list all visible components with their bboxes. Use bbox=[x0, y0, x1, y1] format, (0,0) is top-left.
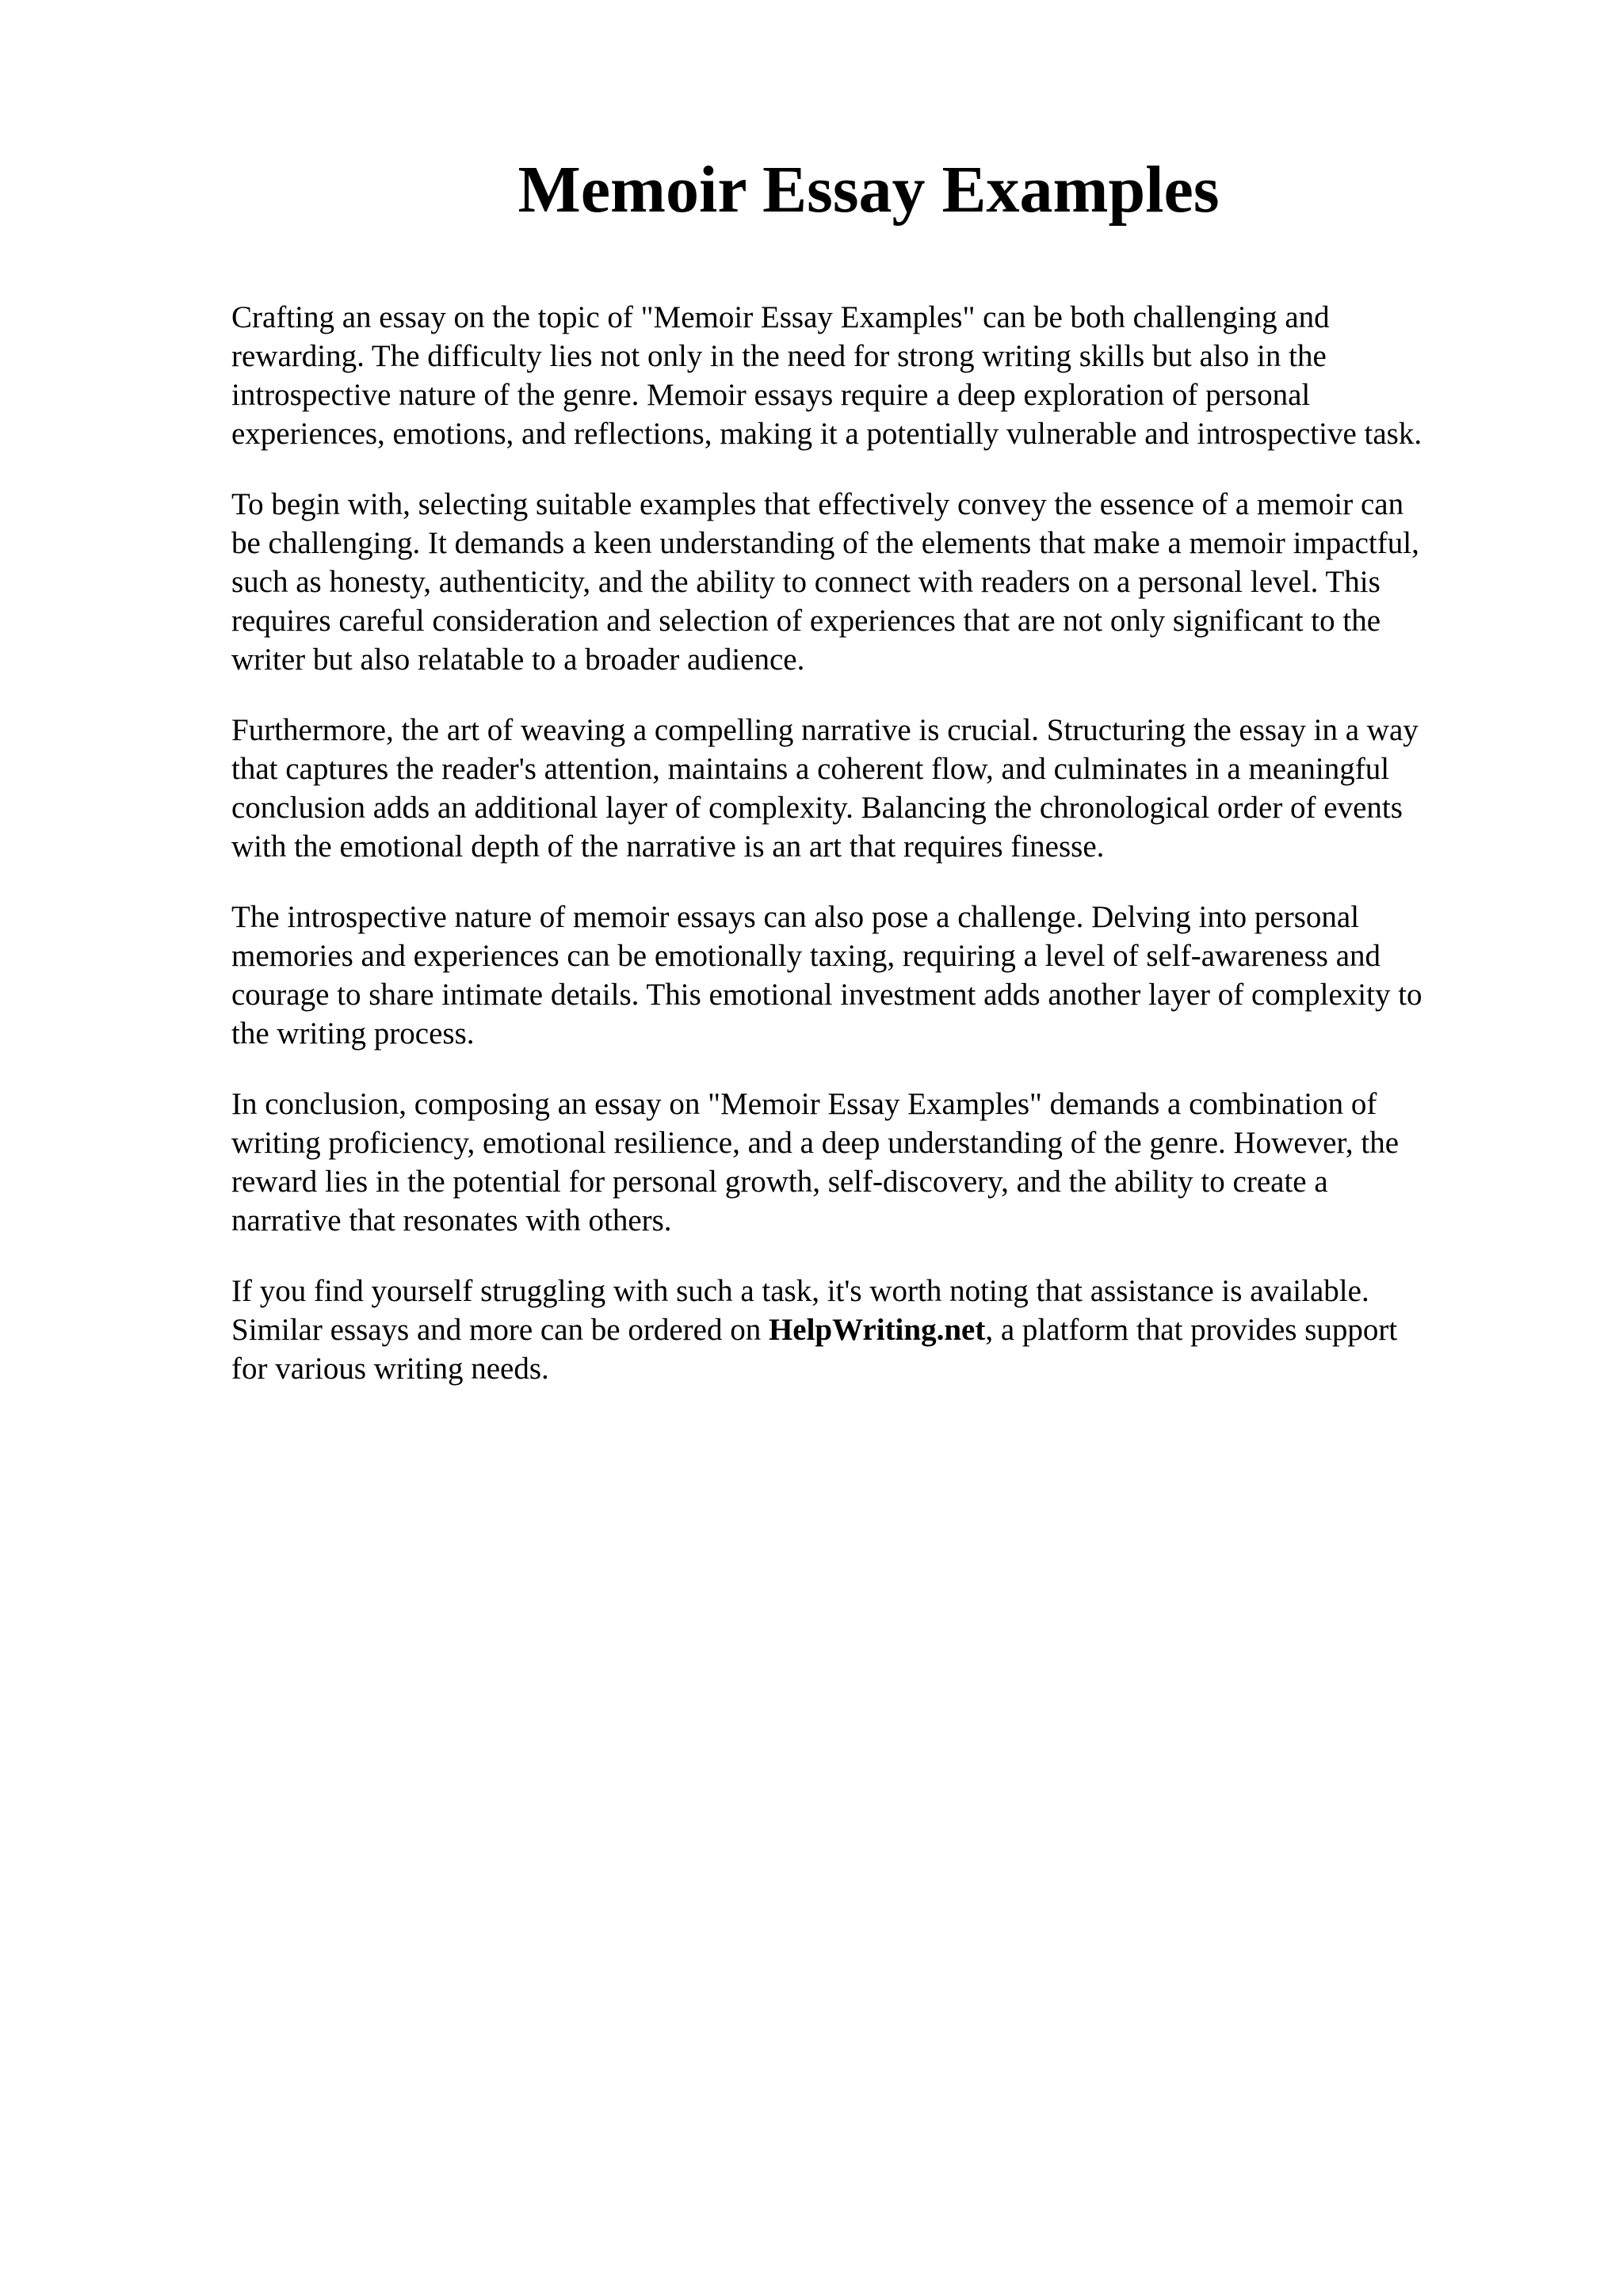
text-line-with-link bbox=[231, 1310, 1499, 1349]
text-line: courage to share intimate details. This emotional investment adds another layer of complexity to bbox=[231, 978, 1423, 1012]
paragraph-assistance bbox=[231, 1272, 1499, 1388]
page-title: Memoir Essay Examples bbox=[517, 153, 1220, 227]
text-line: conclusion adds an additional layer of complexity. Balancing the chronological order of events bbox=[231, 791, 1403, 825]
text-line: Furthermore, the art of weaving a compelling narrative is crucial. Structuring the essay in a way bbox=[231, 713, 1419, 747]
text-line: such as honesty, authenticity, and the ability to connect with readers on a personal level. This bbox=[231, 565, 1381, 599]
paragraph-narrative bbox=[231, 711, 1499, 866]
text-line: Crafting an essay on the topic of "Memoir Essay Examples" can be both challenging and bbox=[231, 300, 1330, 334]
text-line: The introspective nature of memoir essays can also pose a challenge. Delving into personal bbox=[231, 900, 1360, 934]
text-line: be challenging. It demands a keen understanding of the elements that make a memoir impactful, bbox=[231, 526, 1419, 560]
text-line: In conclusion, composing an essay on "Memoir Essay Examples" demands a combination of bbox=[231, 1087, 1377, 1121]
paragraph-introspection bbox=[231, 898, 1499, 1053]
essay-body bbox=[231, 298, 1499, 1420]
text-line: If you find yourself struggling with such a task, it's worth noting that assistance is available. bbox=[231, 1274, 1369, 1308]
text-line: rewarding. The difficulty lies not only in the need for strong writing skills but also in the bbox=[231, 339, 1327, 373]
text-line: reward lies in the potential for personal growth, self-discovery, and the ability to create a bbox=[231, 1165, 1328, 1199]
paragraph-intro bbox=[231, 298, 1499, 453]
text-line: writer but also relatable to a broader audience. bbox=[231, 643, 805, 677]
text-line: narrative that resonates with others. bbox=[231, 1203, 672, 1238]
text-line: writing proficiency, emotional resilience, and a deep understanding of the genre. However, the bbox=[231, 1126, 1400, 1160]
text-line: that captures the reader's attention, maintains a coherent flow, and culminates in a meaningful bbox=[231, 752, 1390, 786]
text-line: memories and experiences can be emotionally taxing, requiring a level of self-awareness and bbox=[231, 939, 1381, 973]
text-line: for various writing needs. bbox=[231, 1352, 549, 1386]
paragraph-conclusion bbox=[231, 1085, 1499, 1240]
text-line: the writing process. bbox=[231, 1016, 475, 1051]
text-line: experiences, emotions, and reflections, making it a potentially vulnerable and introspective task. bbox=[231, 417, 1423, 451]
paragraph-examples bbox=[231, 485, 1499, 679]
text-line: requires careful consideration and selection of experiences that are not only significant to the bbox=[231, 604, 1381, 638]
text-line: introspective nature of the genre. Memoir essays require a deep exploration of personal bbox=[231, 378, 1311, 412]
text-line: with the emotional depth of the narrative is an art that requires finesse. bbox=[231, 830, 1105, 864]
text-line: To begin with, selecting suitable examples that effectively convey the essence of a memoir can bbox=[231, 487, 1404, 521]
helpwriting-link[interactable]: HelpWriting.net bbox=[768, 1313, 986, 1347]
text-segment: Similar essays and more can be ordered on bbox=[231, 1313, 769, 1347]
text-segment: , a platform that provides support bbox=[985, 1313, 1398, 1347]
